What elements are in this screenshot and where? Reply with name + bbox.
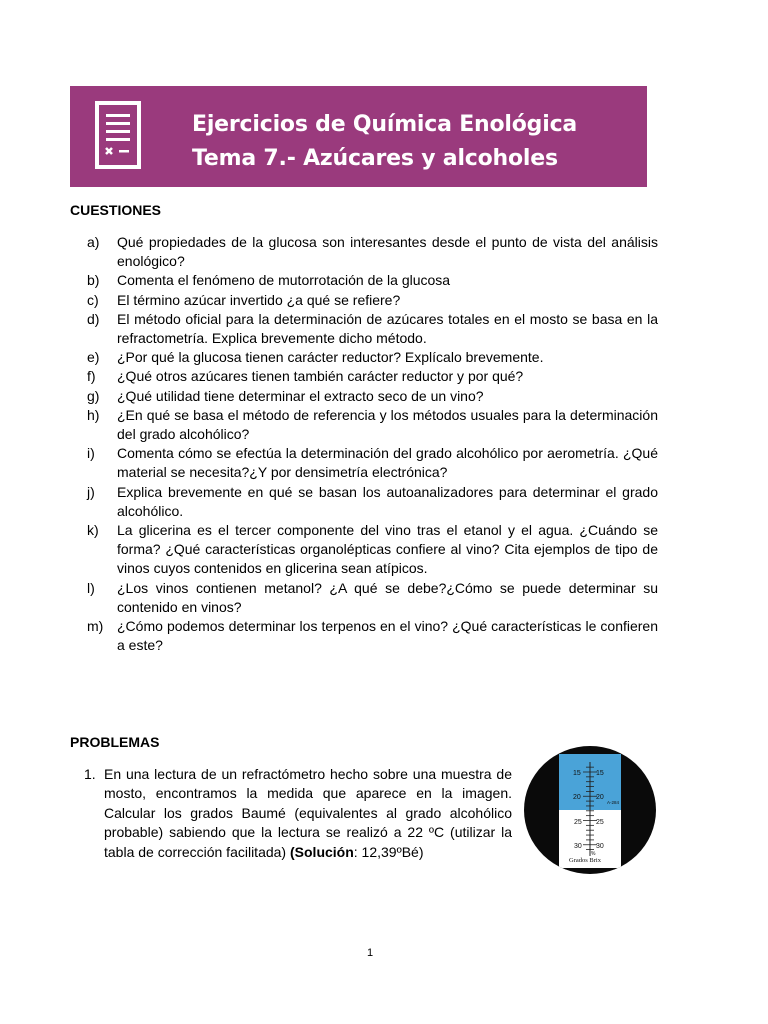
scale-left-15: 15: [573, 770, 581, 777]
question-letter: c): [87, 291, 99, 308]
document-icon: [94, 100, 142, 170]
problem-text: [104, 765, 512, 862]
question-text: ¿Por qué la glucosa tienen carácter reductor? Explícalo brevemente.: [117, 349, 544, 366]
question-text: La glicerina es el tercer componente del vino tras el etanol y el agua. ¿Cuándo se forma? ¿Qué características organolépticas confiere al vino? Cita ejemplos de tipo de vinos cuyos contenidos en glicerina sean atípicos.: [117, 522, 658, 577]
question-text: El término azúcar invertido ¿a qué se refiere?: [117, 291, 401, 308]
scale-right-15: 15: [596, 770, 604, 777]
page-title: [192, 108, 632, 176]
question-text: ¿Los vinos contienen metanol? ¿A qué se debe?¿Cómo se puede determinar su contenido en vinos?: [117, 579, 658, 615]
problem-number: 1.: [84, 766, 96, 782]
problemas-heading: PROBLEMAS: [70, 734, 160, 750]
question-item: [70, 483, 658, 521]
question-item: [70, 271, 658, 290]
question-item: [70, 291, 658, 310]
question-letter: h): [87, 406, 100, 423]
cuestiones-list: [70, 233, 658, 655]
percent-mark: %: [591, 851, 596, 857]
cuestiones-heading: CUESTIONES: [70, 202, 162, 218]
question-item: [70, 348, 658, 367]
question-text: Comenta el fenómeno de mutorrotación de la glucosa: [117, 272, 451, 289]
question-letter: i): [87, 445, 95, 462]
question-item: [70, 310, 658, 348]
question-text: Explica brevemente en qué se basan los autoanalizadores para determinar el grado alcohólico.: [117, 483, 658, 519]
title-line-2: Tema 7.- Azúcares y alcoholes: [192, 146, 558, 171]
question-letter: l): [87, 579, 95, 596]
question-letter: b): [87, 272, 100, 289]
question-letter: d): [87, 310, 100, 327]
scale-left-30: 30: [574, 843, 582, 850]
question-letter: f): [87, 368, 96, 385]
question-letter: k): [87, 522, 99, 539]
question-letter: a): [87, 234, 100, 250]
title-line-1: Ejercicios de Química Enológica: [192, 112, 578, 137]
question-letter: g): [87, 387, 100, 404]
scale-left-25: 25: [574, 819, 582, 826]
problem-item: [70, 765, 512, 862]
question-item: [70, 406, 658, 444]
question-item: [70, 367, 658, 386]
solution-label: (Solución: [290, 843, 354, 860]
question-text: El método oficial para la determinación de azúcares totales en el mosto se basa en la refractometría. Explica brevemente dicho método.: [117, 310, 658, 347]
refractometer-image: [521, 744, 659, 877]
question-item: [70, 387, 658, 406]
question-text: ¿Qué utilidad tiene determinar el extracto seco de un vino?: [117, 387, 484, 404]
question-letter: m): [87, 618, 104, 635]
scale-right-30: 30: [596, 843, 604, 850]
question-item: [70, 579, 658, 617]
brix-caption: Grados Brix: [569, 857, 601, 864]
question-letter: j): [87, 483, 95, 500]
question-text: Qué propiedades de la glucosa son interesantes desde el punto de vista del análisis enológico?: [117, 234, 658, 270]
question-text: ¿Qué otros azúcares tienen también carácter reductor y por qué?: [117, 368, 524, 385]
question-item: [70, 617, 658, 655]
question-item: [70, 444, 658, 482]
problem-statement: En una lectura de un refractómetro hecho sobre una muestra de mosto, encontramos la medida que aparece en la imagen. Calcular los grados Baumé (equivalentes al grado alcohólico probable) sabiendo que la lectura se realizó a 22 ºC (utilizar la tabla de corrección facilitada): [104, 766, 512, 860]
question-item: [70, 233, 658, 271]
page-number: 1: [366, 947, 374, 959]
scale-left-20: 20: [573, 794, 581, 801]
question-letter: e): [87, 349, 100, 366]
question-text: Comenta cómo se efectúa la determinación del grado alcohólico por aerometría. ¿Qué material se necesita?¿Y por densimetría electrónica?: [117, 445, 658, 481]
solution-value: : 12,39ºBé): [353, 843, 424, 860]
model-label: A-284: [607, 800, 620, 805]
scale-right-25: 25: [596, 819, 604, 826]
question-item: [70, 521, 658, 579]
question-text: ¿Cómo podemos determinar los terpenos en el vino? ¿Qué características le confieren a este?: [117, 618, 658, 654]
scale-right-20: 20: [596, 794, 604, 801]
question-text: ¿En qué se basa el método de referencia y los métodos usuales para la determinación del grado alcohólico?: [117, 406, 658, 443]
header-banner: [70, 86, 647, 187]
